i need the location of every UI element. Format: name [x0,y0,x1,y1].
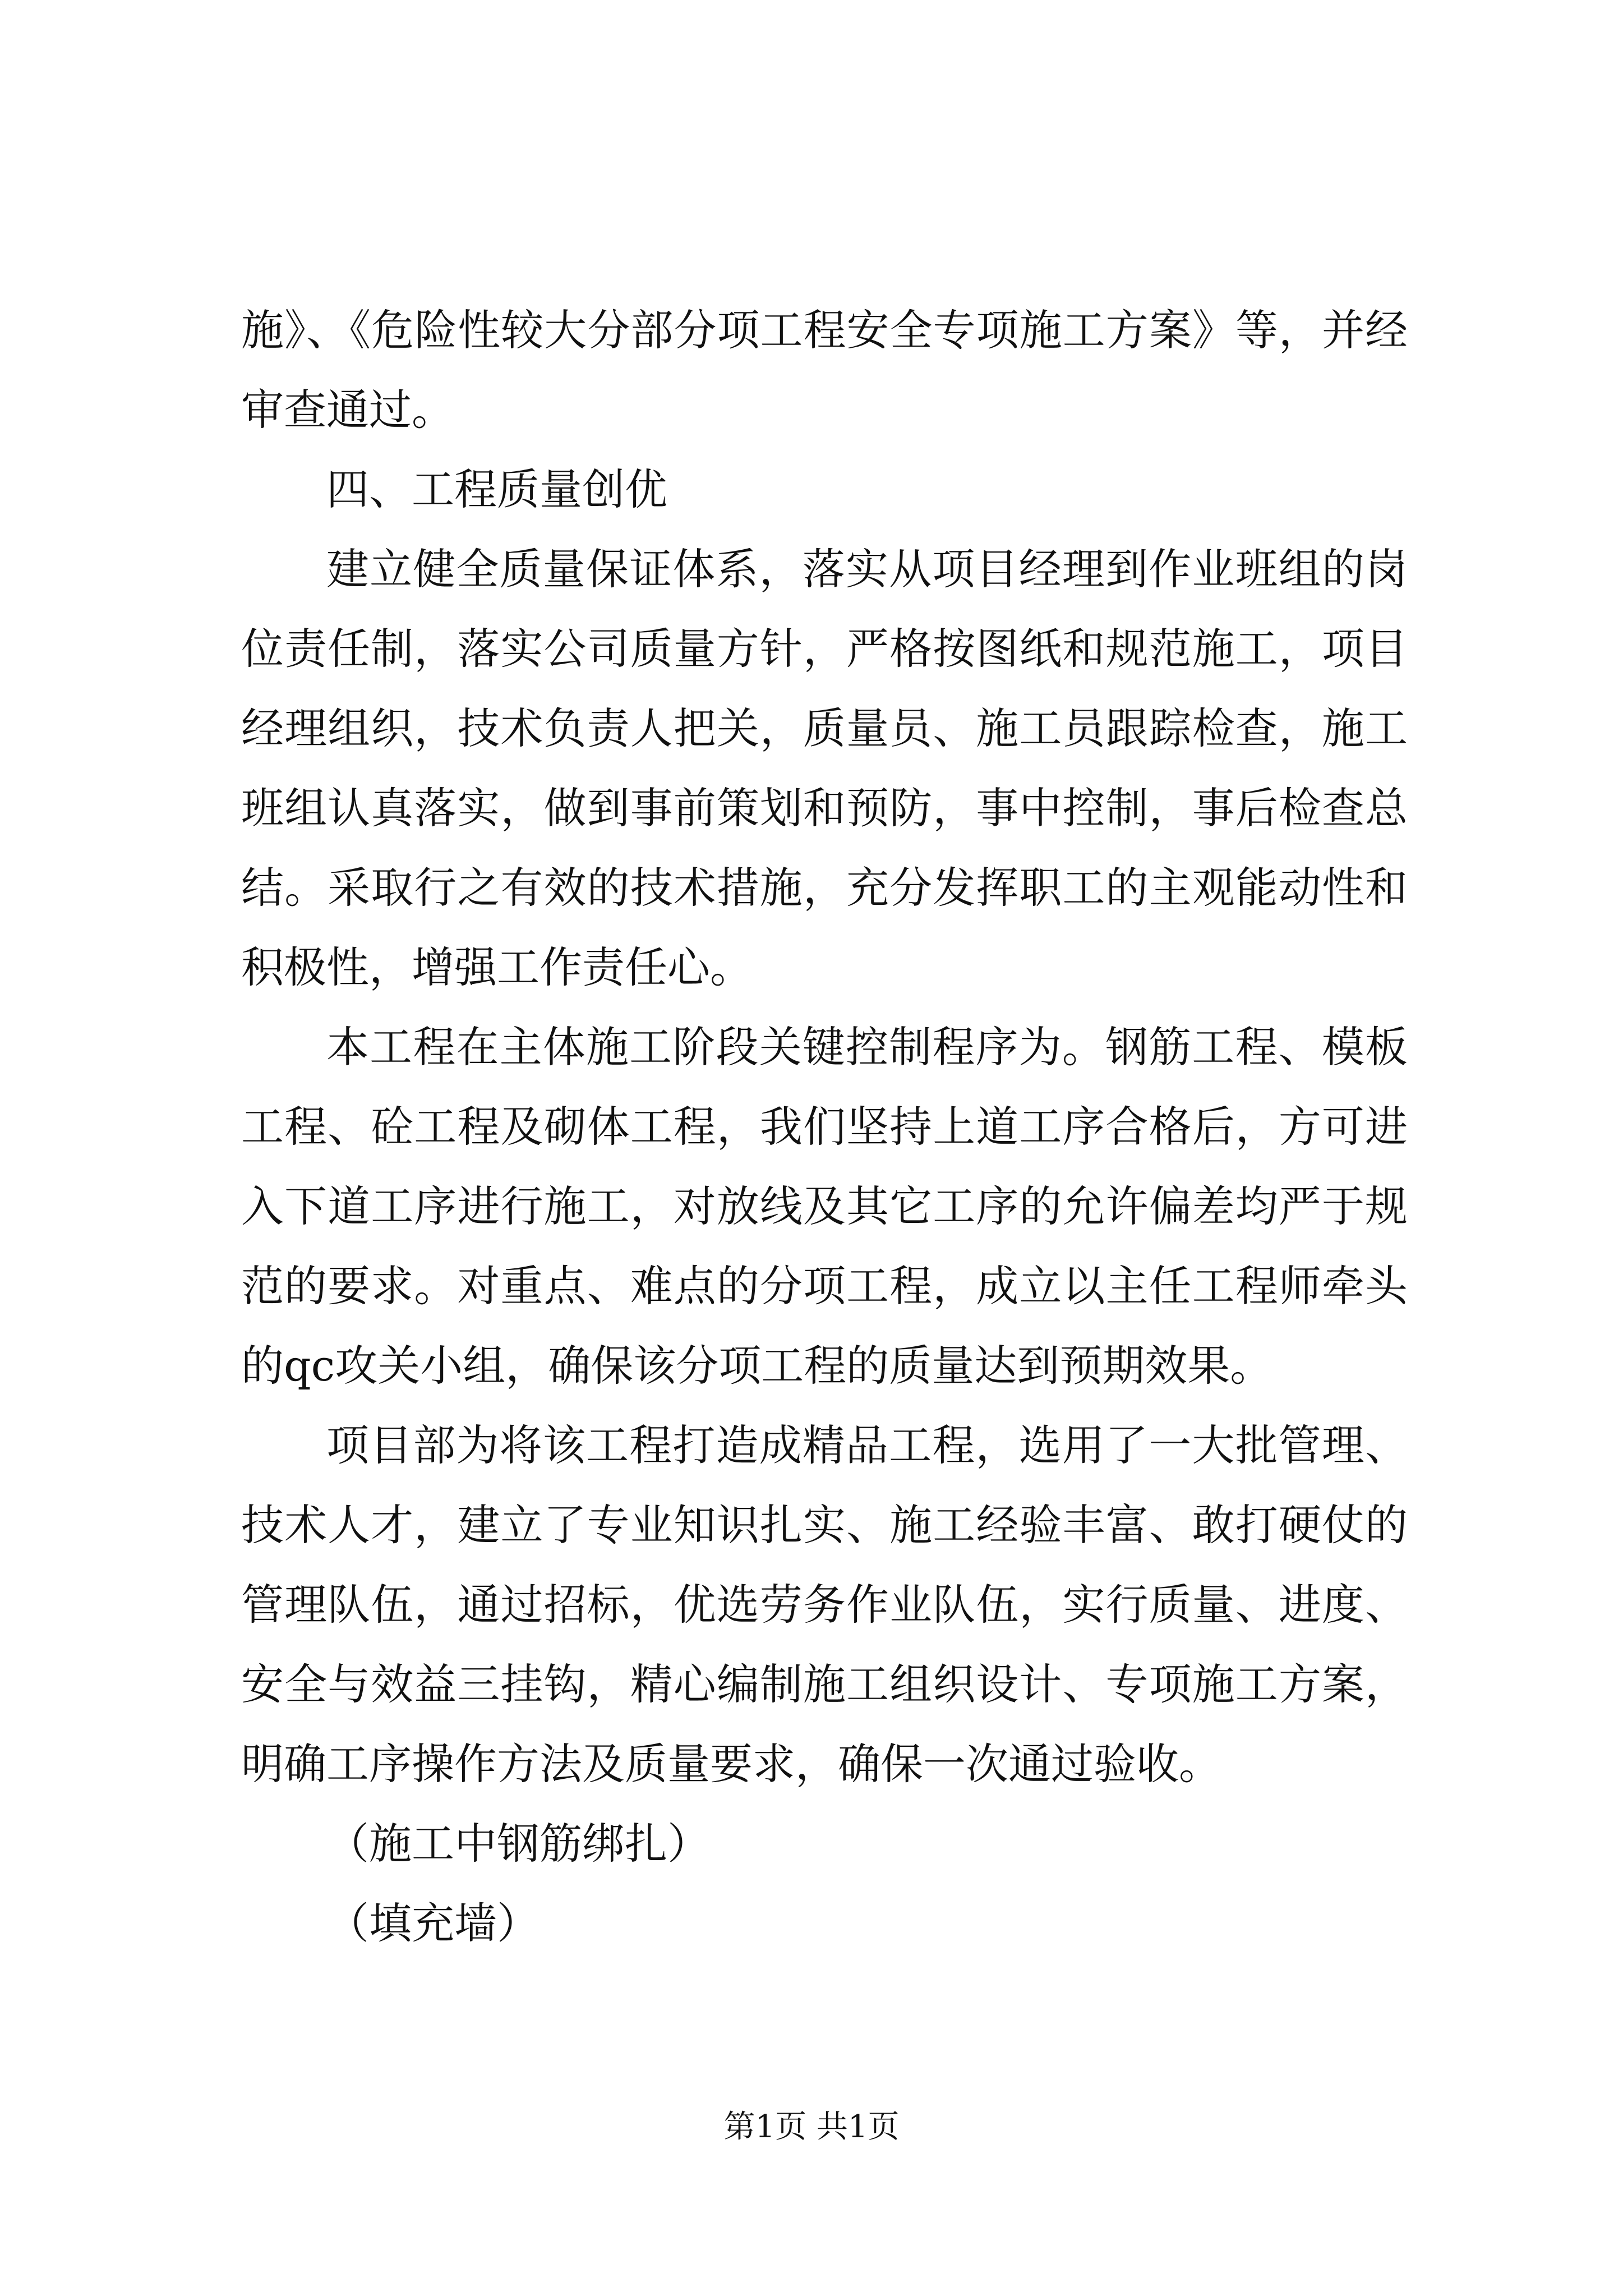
section-heading: 四、工程质量创优 [326,464,667,514]
page-footer: 第1页 共1页 [723,2109,900,2145]
paragraph-continuation: 施》、《危险性较大分部分项工程安全专项施工方案》等，并经审查通过。 [241,305,1408,435]
caption-rebar-binding: （施工中钢筋绑扎） [326,1819,710,1869]
paragraph-control-procedure: 本工程在主体施工阶段关键控制程序为。钢筋工程、模板工程、砼工程及砌体工程，我们坚持上道工序合格后，方可进入下道工序进行施工，对放线及其它工序的允许偏差均严于规范的要求。对重点、难点的分项工程，成立以主任工程师牵头的qc攻关小组，确保该分项工程的质量达到预期效果。 [241,1022,1408,1391]
paragraph-quality-system: 建立健全质量保证体系，落实从项目经理到作业班组的岗位责任制，落实公司质量方针，严格按图纸和规范施工，项目经理组织，技术负责人把关，质量员、施工员跟踪检查，施工班组认真落实，做到事前策划和预防，事中控制，事后检查总结。采取行之有效的技术措施，充分发挥职工的主观能动性和积极性，增强工作责任心。 [241,544,1408,992]
paragraph-project-team: 项目部为将该工程打造成精品工程，选用了一大批管理、技术人才，建立了专业知识扎实、施工经验丰富、敢打硬仗的管理队伍，通过招标，优选劳务作业队伍，实行质量、进度、安全与效益三挂钩，精心编制施工组织设计、专项施工方案，明确工序操作方法及质量要求，确保一次通过验收。 [241,1420,1408,1789]
document-body [241,291,1408,1963]
caption-infill-wall: （填充墙） [326,1898,540,1948]
